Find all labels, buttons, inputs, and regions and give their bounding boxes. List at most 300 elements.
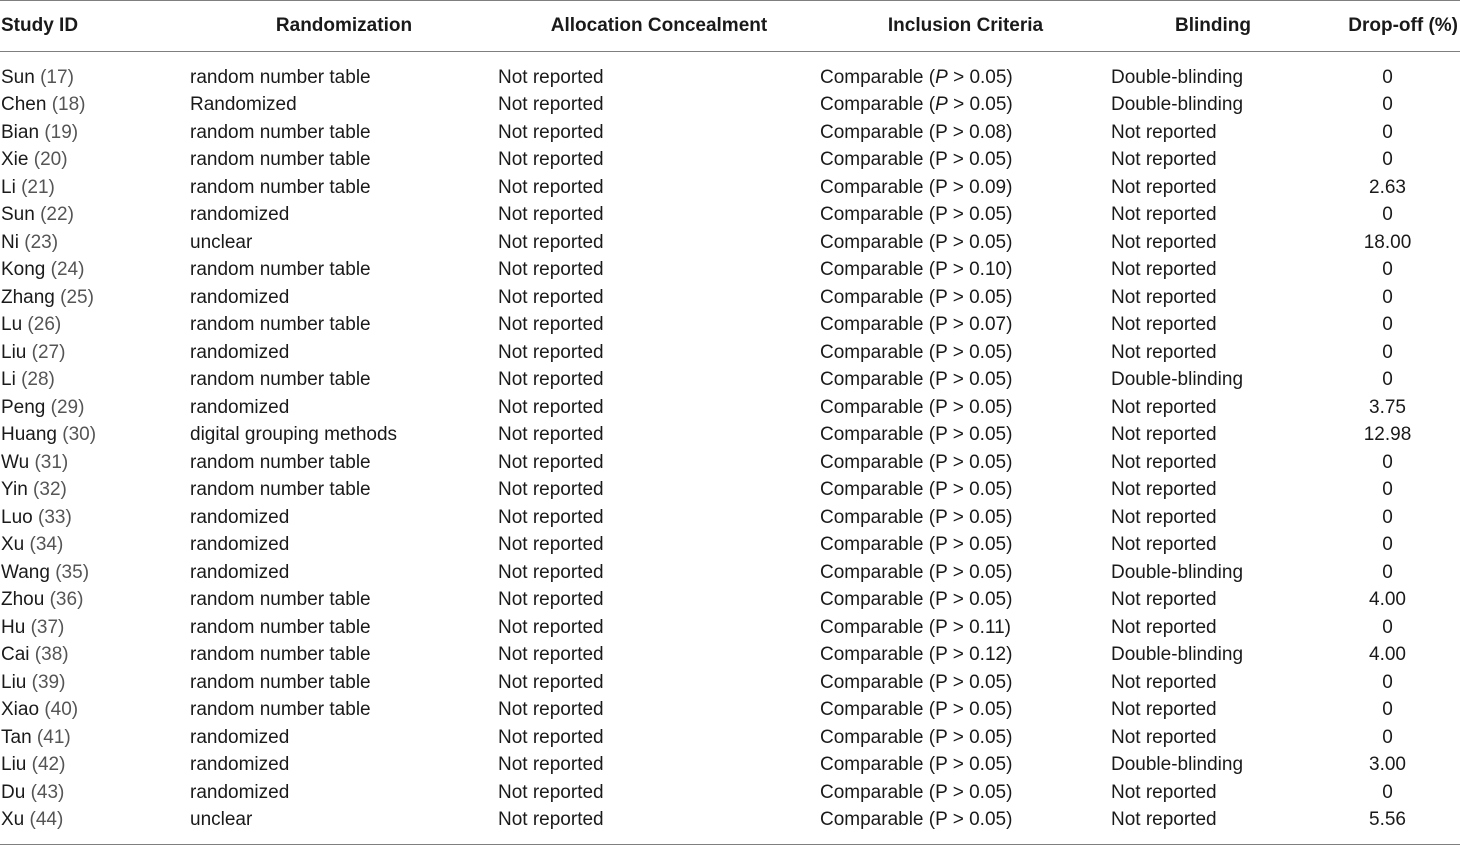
reference-link[interactable]: (19) (44, 121, 79, 143)
allocation-cell: Not reported (498, 286, 604, 308)
study-id-cell (0, 559, 190, 587)
blinding-cell: Not reported (1111, 259, 1217, 281)
inclusion-value: > 0.05) (947, 534, 1013, 556)
table-row (0, 724, 1460, 752)
study-id-cell (0, 477, 190, 505)
inclusion-prefix: Comparable ( (820, 424, 936, 446)
inclusion-cell (820, 532, 1111, 560)
blinding-cell: Double-blinding (1111, 369, 1244, 391)
study-author: Sun (1, 204, 35, 226)
inclusion-prefix: Comparable ( (820, 754, 936, 776)
inclusion-cell (820, 339, 1111, 367)
blinding-cell: Not reported (1111, 699, 1217, 721)
inclusion-cell (820, 202, 1111, 230)
reference-link[interactable]: (44) (29, 809, 64, 831)
reference-link[interactable]: (32) (33, 479, 67, 501)
reference-link[interactable]: (42) (31, 754, 66, 776)
randomization-cell: random number table (190, 121, 371, 143)
inclusion-prefix: Comparable ( (820, 644, 936, 666)
inclusion-cell (820, 477, 1111, 505)
study-author: Yin (1, 479, 28, 501)
allocation-cell: Not reported (498, 314, 604, 336)
randomization-cell: random number table (190, 671, 371, 693)
study-author: Liu (1, 671, 27, 693)
reference-number: 38 (41, 644, 63, 666)
inclusion-prefix: Comparable ( (820, 589, 936, 611)
inclusion-cell (820, 422, 1111, 450)
reference-link[interactable]: (35) (55, 561, 90, 583)
table-row (0, 614, 1460, 642)
table-row (0, 147, 1460, 175)
dropoff-cell: 18.00 (1363, 231, 1412, 253)
table-row (0, 284, 1460, 312)
table-row (0, 394, 1460, 422)
inclusion-prefix: Comparable ( (820, 534, 936, 556)
blinding-cell: Double-blinding (1111, 644, 1244, 666)
study-author: Peng (1, 396, 46, 418)
reference-number: 23 (30, 231, 52, 253)
allocation-cell: Not reported (498, 176, 604, 198)
inclusion-cell (820, 52, 1111, 92)
p-symbol: P (935, 589, 948, 611)
study-author: Wu (1, 451, 30, 473)
dropoff-cell: 0 (1382, 726, 1393, 748)
inclusion-prefix: Comparable ( (820, 314, 936, 336)
reference-number: 37 (36, 616, 59, 638)
reference-link[interactable]: (40) (44, 699, 79, 721)
randomization-cell: randomized (190, 341, 290, 363)
blinding-cell: Not reported (1111, 424, 1217, 446)
inclusion-prefix: Comparable ( (820, 699, 936, 721)
inclusion-value: > 0.05) (947, 66, 1013, 88)
dropoff-cell: 12.98 (1363, 424, 1412, 446)
blinding-cell: Not reported (1111, 314, 1217, 336)
table-row (0, 119, 1460, 147)
study-id-cell (0, 752, 190, 780)
reference-link[interactable]: (27) (31, 341, 66, 363)
reference-link[interactable]: (31) (34, 451, 69, 473)
p-symbol: P (935, 286, 948, 308)
allocation-cell: Not reported (498, 369, 604, 391)
inclusion-prefix: Comparable ( (820, 396, 936, 418)
reference-link[interactable]: (37) (30, 616, 65, 638)
study-id-cell (0, 422, 190, 450)
reference-link[interactable]: (21) (21, 176, 55, 198)
blinding-cell: Not reported (1111, 204, 1217, 226)
dropoff-cell: 2.63 (1369, 176, 1406, 198)
reference-link[interactable]: (43) (30, 781, 65, 803)
study-id-cell (0, 229, 190, 257)
study-author: Ni (1, 231, 19, 253)
p-symbol: P (935, 726, 948, 748)
reference-link[interactable]: (25) (60, 286, 94, 308)
inclusion-cell (820, 752, 1111, 780)
reference-link[interactable]: (18) (51, 94, 86, 116)
allocation-cell: Not reported (498, 341, 604, 363)
reference-link[interactable]: (23) (24, 231, 59, 253)
study-author: Liu (1, 754, 27, 776)
study-author: Lu (1, 314, 23, 336)
dropoff-cell: 4.00 (1369, 644, 1406, 666)
blinding-cell: Double-blinding (1111, 561, 1244, 583)
reference-number: 20 (40, 149, 62, 171)
study-author: Sun (1, 66, 35, 88)
study-id-cell (0, 614, 190, 642)
dropoff-cell: 5.56 (1315, 807, 1460, 845)
p-symbol: P (935, 94, 948, 116)
randomization-cell: random number table (190, 644, 371, 666)
reference-number: 19 (50, 121, 72, 143)
header-inclusion-criteria: Inclusion Criteria (820, 1, 1111, 52)
study-id-cell (0, 449, 190, 477)
dropoff-cell: 0 (1382, 94, 1393, 116)
p-symbol: P (935, 781, 948, 803)
reference-link[interactable]: (20) (33, 149, 68, 171)
inclusion-cell (820, 724, 1111, 752)
table-row (0, 779, 1460, 807)
inclusion-prefix: Comparable ( (820, 259, 936, 281)
reference-link[interactable]: (17) (40, 66, 74, 88)
randomization-cell: random number table (190, 699, 371, 721)
reference-link[interactable]: (22) (40, 204, 74, 226)
inclusion-value: > 0.05) (947, 424, 1013, 446)
inclusion-cell (820, 587, 1111, 615)
inclusion-prefix: Comparable ( (820, 176, 936, 198)
study-author: Zhou (1, 589, 45, 611)
table-header-row (0, 1, 1460, 52)
allocation-cell: Not reported (498, 121, 604, 143)
study-id-cell (0, 174, 190, 202)
allocation-cell: Not reported (498, 204, 604, 226)
inclusion-value: > 0.05) (947, 726, 1013, 748)
allocation-cell: Not reported (498, 424, 604, 446)
table-row (0, 422, 1460, 450)
inclusion-prefix: Comparable ( (820, 506, 936, 528)
dropoff-cell: 0 (1382, 616, 1393, 638)
reference-number: 22 (46, 204, 68, 226)
blinding-cell: Not reported (1111, 121, 1217, 143)
reference-link[interactable]: (33) (37, 506, 72, 528)
randomization-cell: random number table (190, 369, 371, 391)
inclusion-cell (820, 394, 1111, 422)
blinding-cell: Double-blinding (1111, 94, 1244, 116)
inclusion-value: > 0.05) (947, 754, 1013, 776)
randomization-cell: unclear (190, 231, 253, 253)
blinding-cell: Not reported (1111, 286, 1217, 308)
inclusion-prefix: Comparable ( (820, 286, 936, 308)
reference-number: 24 (56, 259, 79, 281)
inclusion-cell (820, 449, 1111, 477)
reference-number: 44 (35, 809, 57, 831)
reference-link[interactable]: (41) (36, 726, 71, 748)
reference-link[interactable]: (30) (62, 424, 97, 446)
randomization-cell: random number table (190, 479, 371, 501)
allocation-cell: Not reported (498, 807, 820, 845)
p-symbol: P (935, 121, 948, 143)
dropoff-cell: 0 (1382, 671, 1393, 693)
reference-link[interactable]: (24) (50, 259, 85, 281)
blinding-cell: Not reported (1111, 807, 1315, 845)
study-id-cell (0, 642, 190, 670)
table-row (0, 449, 1460, 477)
table-body (0, 52, 1460, 845)
p-symbol: P (935, 341, 948, 363)
inclusion-prefix: Comparable ( (820, 149, 936, 171)
table-row (0, 807, 1460, 845)
inclusion-prefix: Comparable ( (820, 204, 936, 226)
dropoff-cell: 0 (1382, 286, 1393, 308)
inclusion-value: > 0.05) (947, 94, 1013, 116)
inclusion-cell (820, 669, 1111, 697)
dropoff-cell: 3.75 (1369, 396, 1406, 418)
dropoff-cell: 0 (1382, 66, 1393, 88)
allocation-cell: Not reported (498, 259, 604, 281)
dropoff-cell: 0 (1382, 149, 1393, 171)
reference-number: 42 (37, 754, 60, 776)
randomization-cell: randomized (190, 204, 290, 226)
inclusion-prefix: Comparable ( (820, 451, 936, 473)
blinding-cell: Not reported (1111, 534, 1217, 556)
p-symbol: P (935, 259, 948, 281)
study-author: Li (1, 369, 16, 391)
blinding-cell: Not reported (1111, 781, 1217, 803)
reference-link[interactable]: (26) (27, 314, 62, 336)
blinding-cell: Double-blinding (1111, 66, 1244, 88)
dropoff-cell: 0 (1382, 121, 1393, 143)
study-id-cell (0, 669, 190, 697)
inclusion-cell (820, 229, 1111, 257)
table-row (0, 367, 1460, 395)
inclusion-value: > 0.08) (947, 121, 1013, 143)
p-symbol: P (935, 149, 948, 171)
reference-number: 35 (61, 561, 83, 583)
inclusion-prefix: Comparable ( (820, 616, 936, 638)
p-symbol: P (935, 754, 948, 776)
inclusion-value: > 0.05) (947, 396, 1013, 418)
inclusion-prefix: Comparable ( (820, 561, 936, 583)
study-id-cell (0, 587, 190, 615)
inclusion-value: > 0.05) (947, 671, 1013, 693)
table-row (0, 504, 1460, 532)
study-author: Bian (1, 121, 40, 143)
p-symbol: P (935, 644, 948, 666)
table-row (0, 339, 1460, 367)
inclusion-value: > 0.05) (947, 479, 1013, 501)
blinding-cell: Double-blinding (1111, 754, 1244, 776)
allocation-cell: Not reported (498, 149, 604, 171)
study-author: Zhang (1, 286, 55, 308)
randomization-cell: digital grouping methods (190, 424, 398, 446)
inclusion-prefix: Comparable ( (820, 479, 936, 501)
blinding-cell: Not reported (1111, 671, 1217, 693)
dropoff-cell: 0 (1382, 204, 1393, 226)
study-id-cell (0, 367, 190, 395)
reference-number: 17 (46, 66, 68, 88)
reference-number: 27 (37, 341, 60, 363)
study-author: Wang (1, 561, 50, 583)
allocation-cell: Not reported (498, 94, 604, 116)
randomization-cell: randomized (190, 781, 290, 803)
dropoff-cell: 0 (1382, 341, 1393, 363)
inclusion-value: > 0.05) (947, 451, 1013, 473)
allocation-cell: Not reported (498, 479, 604, 501)
blinding-cell: Not reported (1111, 589, 1217, 611)
study-author: Xiao (1, 699, 40, 721)
p-symbol: P (935, 561, 948, 583)
study-id-cell (0, 394, 190, 422)
allocation-cell: Not reported (498, 671, 604, 693)
inclusion-prefix: Comparable ( (820, 121, 936, 143)
study-author: Huang (1, 424, 57, 446)
randomization-cell: randomized (190, 726, 290, 748)
inclusion-value: > 0.05) (947, 149, 1013, 171)
study-author: Xu (1, 534, 25, 556)
inclusion-value: > 0.05) (947, 506, 1013, 528)
study-author: Xie (1, 149, 29, 171)
inclusion-cell (820, 284, 1111, 312)
header-randomization: Randomization (190, 1, 498, 52)
reference-link[interactable]: (39) (31, 671, 66, 693)
allocation-cell: Not reported (498, 396, 604, 418)
p-symbol: P (935, 424, 948, 446)
reference-link[interactable]: (36) (49, 589, 84, 611)
randomization-cell: random number table (190, 616, 371, 638)
table-row (0, 697, 1460, 725)
inclusion-cell (820, 312, 1111, 340)
inclusion-cell (820, 779, 1111, 807)
randomization-cell: random number table (190, 314, 371, 336)
study-author: Kong (1, 259, 46, 281)
study-id-cell (0, 119, 190, 147)
dropoff-cell: 0 (1382, 369, 1393, 391)
randomization-cell: randomized (190, 561, 290, 583)
inclusion-cell (820, 147, 1111, 175)
inclusion-prefix: Comparable ( (820, 66, 936, 88)
randomization-cell: random number table (190, 149, 371, 171)
study-author: Luo (1, 506, 33, 528)
blinding-cell: Not reported (1111, 479, 1217, 501)
reference-number: 18 (58, 94, 80, 116)
reference-number: 26 (33, 314, 55, 336)
allocation-cell: Not reported (498, 726, 604, 748)
inclusion-value: > 0.05) (947, 561, 1013, 583)
reference-link[interactable]: (38) (34, 644, 69, 666)
inclusion-prefix: Comparable ( (820, 341, 936, 363)
randomization-cell: randomized (190, 754, 290, 776)
blinding-cell: Not reported (1111, 231, 1217, 253)
dropoff-cell: 0 (1382, 479, 1393, 501)
table-row (0, 202, 1460, 230)
study-id-cell (0, 257, 190, 285)
table-row (0, 642, 1460, 670)
inclusion-value: > 0.05) (947, 699, 1013, 721)
reference-number: 39 (37, 671, 60, 693)
table-row (0, 174, 1460, 202)
inclusion-value: > 0.05) (947, 341, 1013, 363)
reference-link[interactable]: (28) (21, 369, 55, 391)
dropoff-cell: 0 (1382, 506, 1393, 528)
study-author: Chen (1, 94, 47, 116)
allocation-cell: Not reported (498, 616, 604, 638)
blinding-cell: Not reported (1111, 176, 1217, 198)
dropoff-cell: 0 (1382, 534, 1393, 556)
table-row (0, 752, 1460, 780)
reference-number: 33 (44, 506, 66, 528)
study-author: Hu (1, 616, 26, 638)
study-id-cell (0, 779, 190, 807)
p-symbol: P (935, 534, 948, 556)
header-dropoff: Drop-off (%) (1315, 1, 1460, 52)
inclusion-prefix: Comparable ( (820, 94, 936, 116)
allocation-cell: Not reported (498, 589, 604, 611)
inclusion-value: > 0.05) (947, 781, 1013, 803)
study-id-cell (0, 724, 190, 752)
p-symbol: P (935, 314, 948, 336)
inclusion-value: > 0.05) (947, 809, 1013, 831)
reference-number: 28 (27, 369, 49, 391)
dropoff-cell: 0 (1382, 781, 1393, 803)
inclusion-value: > 0.05) (947, 589, 1013, 611)
blinding-cell: Not reported (1111, 341, 1217, 363)
reference-link[interactable]: (29) (50, 396, 85, 418)
randomization-cell: random number table (190, 259, 371, 281)
randomization-cell: randomized (190, 396, 290, 418)
study-id-cell (0, 312, 190, 340)
header-blinding: Blinding (1111, 1, 1315, 52)
allocation-cell: Not reported (498, 231, 604, 253)
randomization-cell: Randomized (190, 94, 297, 116)
inclusion-cell (820, 697, 1111, 725)
randomization-cell: random number table (190, 176, 371, 198)
reference-number: 41 (43, 726, 65, 748)
randomization-cell: random number table (190, 66, 371, 88)
header-study-id: Study ID (0, 1, 190, 52)
inclusion-value: > 0.07) (947, 314, 1013, 336)
inclusion-cell (820, 367, 1111, 395)
reference-number: 25 (66, 286, 88, 308)
reference-number: 40 (50, 699, 72, 721)
table-row (0, 477, 1460, 505)
blinding-cell: Not reported (1111, 506, 1217, 528)
reference-number: 32 (39, 479, 61, 501)
p-symbol: P (935, 809, 948, 831)
dropoff-cell: 4.00 (1369, 589, 1406, 611)
study-id-cell (0, 92, 190, 120)
study-id-cell (0, 697, 190, 725)
p-symbol: P (935, 479, 948, 501)
dropoff-cell: 0 (1382, 699, 1393, 721)
study-author: Du (1, 781, 26, 803)
inclusion-cell (820, 642, 1111, 670)
p-symbol: P (935, 451, 948, 473)
p-symbol: P (935, 369, 948, 391)
blinding-cell: Not reported (1111, 396, 1217, 418)
p-symbol: P (935, 506, 948, 528)
inclusion-prefix: Comparable ( (820, 369, 936, 391)
study-author: Cai (1, 644, 30, 666)
blinding-cell: Not reported (1111, 451, 1217, 473)
blinding-cell: Not reported (1111, 726, 1217, 748)
inclusion-prefix: Comparable ( (820, 781, 936, 803)
p-symbol: P (935, 176, 948, 198)
inclusion-cell (820, 119, 1111, 147)
table-row (0, 587, 1460, 615)
randomization-cell: unclear (190, 807, 498, 845)
allocation-cell: Not reported (498, 451, 604, 473)
study-id-cell (0, 147, 190, 175)
inclusion-value: > 0.05) (947, 231, 1013, 253)
reference-link[interactable]: (34) (29, 534, 64, 556)
